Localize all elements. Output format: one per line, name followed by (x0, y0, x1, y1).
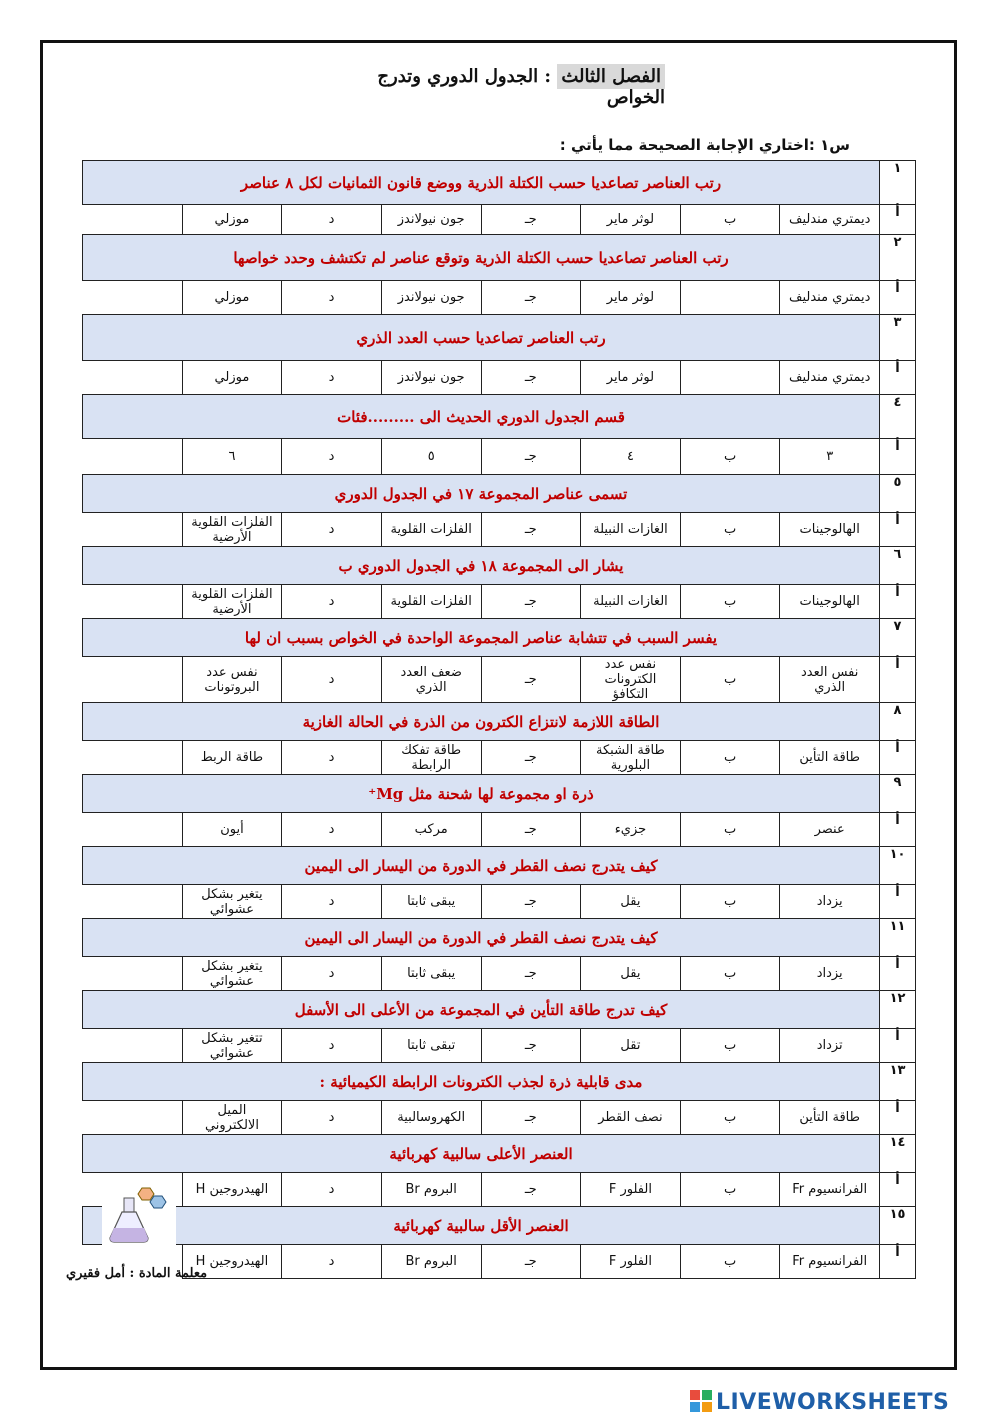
answer-option[interactable]: ٥ (381, 439, 481, 475)
flask-icon (102, 1182, 176, 1248)
question-text: مدى قابلية ذرة لجذب الكترونات الرابطة الكيميائية : (83, 1063, 880, 1101)
answer-option[interactable]: يبقى ثابتا (381, 885, 481, 919)
option-letter: ب (680, 657, 780, 703)
option-letter: د (282, 741, 382, 775)
question-row (83, 315, 916, 361)
answer-option[interactable]: الهيدروجين H (182, 1173, 282, 1207)
answer-row (83, 741, 916, 775)
question-number: ٧ (880, 619, 916, 657)
answer-option[interactable]: البروم Br (381, 1245, 481, 1279)
option-letter: د (282, 585, 382, 619)
question-number: ٨ (880, 703, 916, 741)
questions-table (82, 160, 916, 1279)
question-number: ١١ (880, 919, 916, 957)
question-row (83, 775, 916, 813)
liveworksheets-icon (690, 1390, 712, 1412)
answer-row (83, 1173, 916, 1207)
option-letter: جـ (481, 885, 581, 919)
question-row (83, 1135, 916, 1173)
option-letter: جـ (481, 741, 581, 775)
question-number: ١٠ (880, 847, 916, 885)
answer-option[interactable]: الغازات النبيلة (581, 513, 681, 547)
option-letter: د (282, 1173, 382, 1207)
question-text: قسم الجدول الدوري الحديث الى .........فئات (83, 395, 880, 439)
question-number: ١٥ (880, 1207, 916, 1245)
option-letter: أ (880, 1245, 916, 1279)
option-letter (680, 281, 780, 315)
option-letter: د (282, 361, 382, 395)
answer-option[interactable]: الهيدروجين H (182, 1245, 282, 1279)
question-row (83, 547, 916, 585)
liveworksheets-text: LIVEWORKSHEETS (716, 1390, 950, 1415)
answer-option[interactable]: ديمتري مندليف (780, 361, 880, 395)
answer-option[interactable]: يتغير بشكل عشوائي (182, 957, 282, 991)
answer-option[interactable]: يزداد (780, 957, 880, 991)
question-text: ذرة او مجموعة لها شحنة مثل Mg⁺ (83, 775, 880, 813)
answer-option[interactable]: لوثر ماير (581, 281, 681, 315)
option-letter: د (282, 281, 382, 315)
question-row (83, 847, 916, 885)
option-letter: د (282, 1245, 382, 1279)
question-row (83, 1063, 916, 1101)
question-row (83, 395, 916, 439)
answer-option[interactable]: أيون (182, 813, 282, 847)
answer-option[interactable]: جون نيولاندز (381, 361, 481, 395)
option-letter: ب (680, 885, 780, 919)
option-letter: د (282, 1029, 382, 1063)
answer-option[interactable]: عنصر (780, 813, 880, 847)
title-highlight: الفصل الثالث (557, 64, 665, 89)
option-letter: ب (680, 585, 780, 619)
answer-row (83, 885, 916, 919)
option-letter: جـ (481, 585, 581, 619)
option-letter: ب (680, 439, 780, 475)
option-letter: أ (880, 1029, 916, 1063)
question-text: يفسر السبب في تتشابة عناصر المجموعة الواحدة في الخواص بسبب ان لها (83, 619, 880, 657)
question-text: كيف يتدرج نصف القطر في الدورة من اليسار الى اليمين (83, 847, 880, 885)
option-letter: جـ (481, 1029, 581, 1063)
option-letter: ب (680, 1101, 780, 1135)
option-letter: جـ (481, 361, 581, 395)
answer-row (83, 513, 916, 547)
answer-option[interactable]: يبقى ثابتا (381, 957, 481, 991)
option-letter: جـ (481, 1245, 581, 1279)
option-letter: د (282, 813, 382, 847)
answer-option[interactable]: لوثر ماير (581, 361, 681, 395)
answer-option[interactable]: جزيء (581, 813, 681, 847)
option-letter: ب (680, 513, 780, 547)
answer-option[interactable]: يزداد (780, 885, 880, 919)
answer-option[interactable]: مركب (381, 813, 481, 847)
question-text: كيف تدرج طاقة التأين في المجموعة من الأعلى الى الأسفل (83, 991, 880, 1029)
option-letter: أ (880, 957, 916, 991)
answer-option[interactable]: يتغير بشكل عشوائي (182, 885, 282, 919)
option-letter: جـ (481, 1173, 581, 1207)
answer-option[interactable]: طاقة الربط (182, 741, 282, 775)
question-row (83, 703, 916, 741)
option-letter: ب (680, 1245, 780, 1279)
option-letter: ب (680, 1173, 780, 1207)
answer-option[interactable]: موزلي (182, 361, 282, 395)
answer-row (83, 281, 916, 315)
answer-option[interactable]: يقل (581, 957, 681, 991)
option-letter: أ (880, 741, 916, 775)
question-number: ١٢ (880, 991, 916, 1029)
option-letter: أ (880, 281, 916, 315)
option-letter: أ (880, 205, 916, 235)
answer-option[interactable]: الفرانسيوم Fr (780, 1173, 880, 1207)
answer-option[interactable]: نفس العدد الذري (780, 657, 880, 703)
option-letter: ب (680, 1029, 780, 1063)
question-number: ١٣ (880, 1063, 916, 1101)
question-number: ٣ (880, 315, 916, 361)
option-letter: د (282, 1101, 382, 1135)
teacher-name: معلمة المادة : أمل فقيري (66, 1266, 208, 1281)
answer-option[interactable]: الغازات النبيلة (581, 585, 681, 619)
question-row (83, 161, 916, 205)
answer-option[interactable]: طاقة التأين (780, 1101, 880, 1135)
option-letter: جـ (481, 205, 581, 235)
page-title (330, 66, 665, 108)
answer-option[interactable]: تبقى ثابتا (381, 1029, 481, 1063)
option-letter: د (282, 657, 382, 703)
answer-option[interactable]: الفرانسيوم Fr (780, 1245, 880, 1279)
question-row (83, 1207, 916, 1245)
option-letter: جـ (481, 657, 581, 703)
answer-option[interactable]: نفس عدد الكترونات التكافؤ (581, 657, 681, 703)
option-letter: ب (680, 957, 780, 991)
answer-option[interactable]: الفلور F (581, 1245, 681, 1279)
answer-row (83, 361, 916, 395)
option-letter: د (282, 957, 382, 991)
option-letter: أ (880, 813, 916, 847)
question-row (83, 991, 916, 1029)
question-number: ٩ (880, 775, 916, 813)
answer-row (83, 957, 916, 991)
question-row (83, 919, 916, 957)
answer-option[interactable]: طاقة تفكك الرابطة (381, 741, 481, 775)
option-letter: جـ (481, 513, 581, 547)
answer-row (83, 813, 916, 847)
answer-row (83, 1245, 916, 1279)
option-letter: أ (880, 513, 916, 547)
option-letter: جـ (481, 439, 581, 475)
option-letter: ب (680, 741, 780, 775)
option-letter: جـ (481, 957, 581, 991)
answer-option[interactable]: الفلزات القلوية (381, 585, 481, 619)
answer-option[interactable]: ضعف العدد الذري (381, 657, 481, 703)
option-letter: أ (880, 439, 916, 475)
answer-option[interactable]: الكهروسالبية (381, 1101, 481, 1135)
answer-row (83, 439, 916, 475)
question-text: العنصر الأعلى سالبية كهربائية (83, 1135, 880, 1173)
question-row (83, 235, 916, 281)
answer-option[interactable]: ديمتري مندليف (780, 205, 880, 235)
answer-option[interactable]: الميل الالكتروني (182, 1101, 282, 1135)
answer-option[interactable]: نصف القطر (581, 1101, 681, 1135)
option-letter: جـ (481, 1101, 581, 1135)
question-number: ٤ (880, 395, 916, 439)
question-text: رتب العناصر تصاعديا حسب العدد الذري (83, 315, 880, 361)
answer-option[interactable]: الفلزات القلوية (381, 513, 481, 547)
answer-option[interactable]: موزلي (182, 205, 282, 235)
answer-option[interactable]: موزلي (182, 281, 282, 315)
question-text: رتب العناصر تصاعديا حسب الكتلة الذرية وتوقع عناصر لم تكتشف وحدد خواصها (83, 235, 880, 281)
answer-option[interactable]: تقل (581, 1029, 681, 1063)
answer-option[interactable]: ٦ (182, 439, 282, 475)
question-number: ١٤ (880, 1135, 916, 1173)
answer-option[interactable]: جون نيولاندز (381, 281, 481, 315)
answer-option[interactable]: ٤ (581, 439, 681, 475)
option-letter: أ (880, 1173, 916, 1207)
question-instruction: س١ :اختاري الإجابة الصحيحة مما يأتي : (559, 136, 850, 154)
option-letter: أ (880, 885, 916, 919)
question-text: تسمى عناصر المجموعة ١٧ في الجدول الدوري (83, 475, 880, 513)
option-letter: ب (680, 205, 780, 235)
answer-option[interactable]: جون نيولاندز (381, 205, 481, 235)
question-row (83, 619, 916, 657)
answer-option[interactable]: تتغير بشكل عشوائي (182, 1029, 282, 1063)
option-letter: أ (880, 585, 916, 619)
answer-option[interactable]: الهالوجينات (780, 585, 880, 619)
option-letter: أ (880, 1101, 916, 1135)
question-text: كيف يتدرج نصف القطر في الدورة من اليسار الى اليمين (83, 919, 880, 957)
answer-row (83, 1029, 916, 1063)
option-letter: د (282, 885, 382, 919)
option-letter: أ (880, 657, 916, 703)
answer-option[interactable]: يقل (581, 885, 681, 919)
answer-option[interactable]: لوثر ماير (581, 205, 681, 235)
option-letter: د (282, 439, 382, 475)
answer-row (83, 585, 916, 619)
answer-option[interactable]: طاقة التأين (780, 741, 880, 775)
question-row (83, 475, 916, 513)
answer-option[interactable]: تزداد (780, 1029, 880, 1063)
answer-row (83, 205, 916, 235)
option-letter: جـ (481, 813, 581, 847)
question-number: ١ (880, 161, 916, 205)
answer-option[interactable]: الفلزات القلوية الأرضية (182, 513, 282, 547)
answer-option[interactable]: البروم Br (381, 1173, 481, 1207)
question-number: ٢ (880, 235, 916, 281)
question-text: يشار الى المجموعة ١٨ في الجدول الدوري ب (83, 547, 880, 585)
liveworksheets-logo (690, 1390, 949, 1415)
answer-option[interactable]: الفلور F (581, 1173, 681, 1207)
answer-option[interactable]: ديمتري مندليف (780, 281, 880, 315)
answer-option[interactable]: الهالوجينات (780, 513, 880, 547)
title-rest: : الجدول الدوري وتدرج الخواص (377, 66, 665, 108)
option-letter (680, 361, 780, 395)
question-text: رتب العناصر تصاعديا حسب الكتلة الذرية ووضع قانون الثمانيات لكل ٨ عناصر (83, 161, 880, 205)
answer-option[interactable]: الفلزات القلوية الأرضية (182, 585, 282, 619)
answer-row (83, 1101, 916, 1135)
answer-option[interactable]: ٣ (780, 439, 880, 475)
option-letter: ب (680, 813, 780, 847)
question-text: الطاقة اللازمة لانتزاع الكترون من الذرة في الحالة الغازية (83, 703, 880, 741)
answer-option[interactable]: طاقة الشبكة البلورية (581, 741, 681, 775)
answer-option[interactable]: نفس عدد البروتونات (182, 657, 282, 703)
question-number: ٥ (880, 475, 916, 513)
option-letter: جـ (481, 281, 581, 315)
question-number: ٦ (880, 547, 916, 585)
option-letter: أ (880, 361, 916, 395)
question-text: العنصر الأقل سالبية كهربائية (83, 1207, 880, 1245)
option-letter: د (282, 205, 382, 235)
answer-row (83, 657, 916, 703)
option-letter: د (282, 513, 382, 547)
